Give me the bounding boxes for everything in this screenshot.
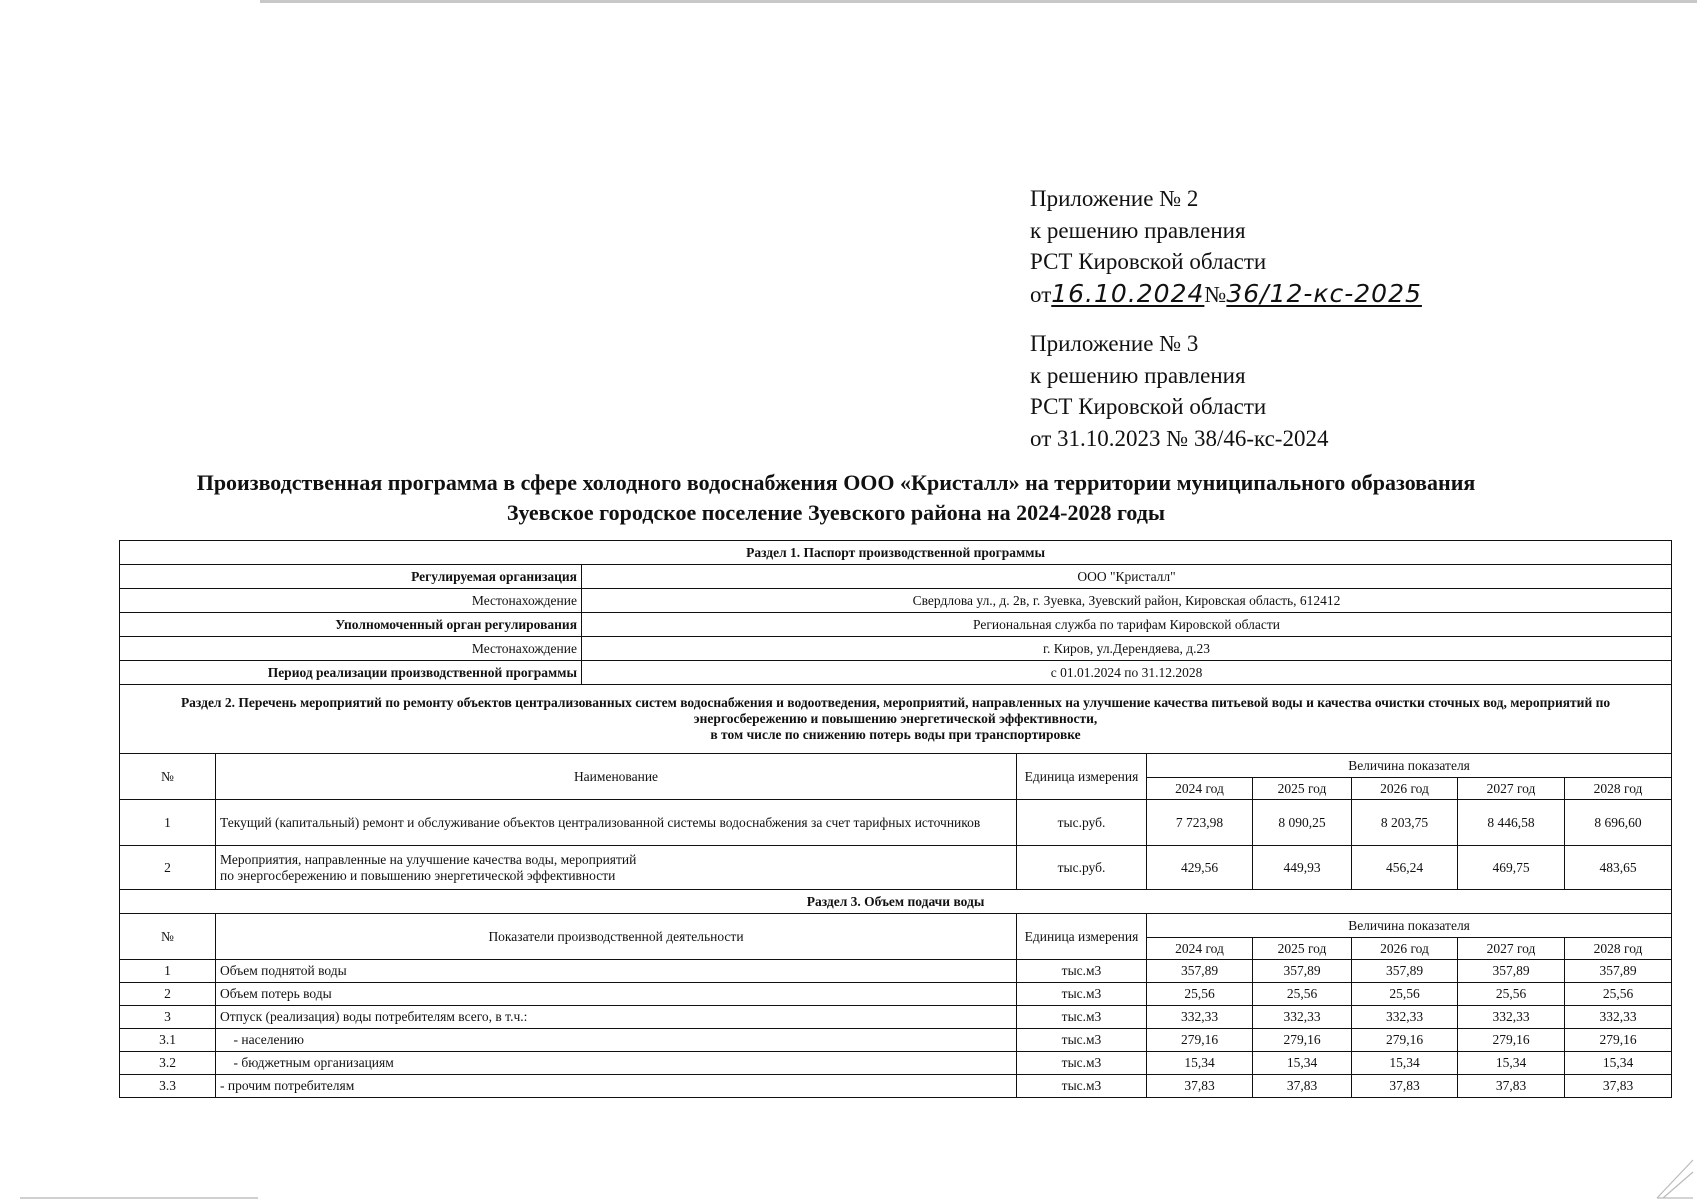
row-value: 279,16 (1147, 1029, 1253, 1052)
passport-row (120, 565, 1672, 589)
appendix-2-from-prefix: от (1030, 281, 1052, 307)
row-value: 449,93 (1253, 846, 1352, 890)
passport-row (120, 661, 1672, 685)
appendix-3-header (1030, 328, 1328, 454)
appendix-3-line2: к решению правления (1030, 362, 1246, 388)
year-header: 2025 год (1253, 938, 1352, 960)
passport-value: Свердлова ул., д. 2в, г. Зуевка, Зуевский район, Кировская область, 612412 (582, 589, 1672, 613)
year-header: 2024 год (1147, 778, 1253, 800)
row-value: 332,33 (1565, 1006, 1672, 1029)
row-name: Мероприятия, направленные на улучшение качества воды, мероприятий по энергосбережению и повышению энергетической эффективности (216, 846, 1017, 890)
row-value: 279,16 (1458, 1029, 1565, 1052)
row-unit: тыс.м3 (1017, 983, 1147, 1006)
col-value-header: Величина показателя (1147, 914, 1672, 938)
passport-label: Местонахождение (120, 637, 582, 661)
row-value: 357,89 (1352, 960, 1458, 983)
row-value: 332,33 (1253, 1006, 1352, 1029)
row-value: 357,89 (1458, 960, 1565, 983)
section1-header-row (120, 541, 1672, 565)
row-value: 15,34 (1253, 1052, 1352, 1075)
scan-edge-top (260, 0, 1697, 3)
col-name-header: Показатели производственной деятельности (216, 914, 1017, 960)
col-number-header: № (120, 914, 216, 960)
year-header: 2028 год (1565, 778, 1672, 800)
row-value: 37,83 (1458, 1075, 1565, 1098)
document-title (120, 468, 1552, 528)
row-value: 25,56 (1147, 983, 1253, 1006)
row-value: 37,83 (1565, 1075, 1672, 1098)
row-unit: тыс.м3 (1017, 1029, 1147, 1052)
row-number: 3.2 (120, 1052, 216, 1075)
col-name-header: Наименование (216, 754, 1017, 800)
passport-value: Региональная служба по тарифам Кировской области (582, 613, 1672, 637)
appendix-2-line3: РСТ Кировской области (1030, 249, 1267, 274)
row-value: 25,56 (1352, 983, 1458, 1006)
row-number: 3.1 (120, 1029, 216, 1052)
col-value-header: Величина показателя (1147, 754, 1672, 778)
section2-column-header-row (120, 754, 1672, 778)
row-value: 15,34 (1565, 1052, 1672, 1075)
row-value: 8 090,25 (1253, 800, 1352, 846)
section3-title: Раздел 3. Объем подачи воды (120, 890, 1672, 914)
row-number: 3.3 (120, 1075, 216, 1098)
row-value: 25,56 (1253, 983, 1352, 1006)
passport-value: г. Киров, ул.Дерендяева, д.23 (582, 637, 1672, 661)
passport-row (120, 589, 1672, 613)
row-value: 25,56 (1458, 983, 1565, 1006)
scan-edge-bottom (20, 1197, 258, 1199)
row-name: Текущий (капитальный) ремонт и обслуживание объектов централизованной системы водоснабжения за счет тарифных источников (216, 800, 1017, 846)
document-title-line1: Производственная программа в сфере холодного водоснабжения ООО «Кристалл» на территории муниципального образования (196, 470, 1476, 495)
passport-label: Период реализации производственной программы (120, 661, 582, 685)
row-value: 469,75 (1458, 846, 1565, 890)
row-value: 8 203,75 (1352, 800, 1458, 846)
table-row (120, 1052, 1672, 1075)
appendix-2-header (1030, 183, 1422, 310)
appendix-2-line2: к решению правления (1030, 217, 1246, 243)
col-number-header: № (120, 754, 216, 800)
year-header: 2026 год (1352, 778, 1458, 800)
row-value: 456,24 (1352, 846, 1458, 890)
col-unit-header: Единица измерения (1017, 754, 1147, 800)
year-header: 2026 год (1352, 938, 1458, 960)
document-title-line2: Зуевское городское поселение Зуевского района на 2024-2028 годы (506, 500, 1166, 525)
row-unit: тыс.м3 (1017, 960, 1147, 983)
row-value: 429,56 (1147, 846, 1253, 890)
section2-header-row (120, 685, 1672, 754)
table-row (120, 800, 1672, 846)
table-row (120, 1006, 1672, 1029)
appendix-2-line1: Приложение № 2 (1030, 186, 1199, 211)
row-value: 15,34 (1352, 1052, 1458, 1075)
row-unit: тыс.руб. (1017, 800, 1147, 846)
appendix-2-handwritten-date: 16.10.2024 (1051, 278, 1205, 308)
passport-row (120, 637, 1672, 661)
row-value: 25,56 (1565, 983, 1672, 1006)
row-unit: тыс.руб. (1017, 846, 1147, 890)
appendix-3-line3: РСТ Кировской области (1030, 394, 1267, 419)
section3-column-header-row (120, 914, 1672, 938)
row-value: 357,89 (1565, 960, 1672, 983)
row-value: 15,34 (1147, 1052, 1253, 1075)
passport-row (120, 613, 1672, 637)
row-number: 3 (120, 1006, 216, 1029)
row-value: 37,83 (1352, 1075, 1458, 1098)
row-unit: тыс.м3 (1017, 1006, 1147, 1029)
row-name: - бюджетным организациям (216, 1052, 1017, 1075)
table-row (120, 983, 1672, 1006)
row-number: 2 (120, 983, 216, 1006)
row-value: 37,83 (1147, 1075, 1253, 1098)
appendix-3-line4: от 31.10.2023 № 38/46-кс-2024 (1030, 425, 1329, 451)
appendix-3-line1: Приложение № 3 (1030, 331, 1199, 356)
section3-header-row (120, 890, 1672, 914)
row-value: 37,83 (1253, 1075, 1352, 1098)
year-header: 2027 год (1458, 778, 1565, 800)
row-value: 279,16 (1565, 1029, 1672, 1052)
row-value: 279,16 (1352, 1029, 1458, 1052)
passport-value: с 01.01.2024 по 31.12.2028 (582, 661, 1672, 685)
row-number: 1 (120, 960, 216, 983)
production-program-table (119, 540, 1672, 1098)
table-row (120, 846, 1672, 890)
appendix-2-no-prefix: № (1204, 281, 1227, 307)
year-header: 2024 год (1147, 938, 1253, 960)
row-unit: тыс.м3 (1017, 1052, 1147, 1075)
row-unit: тыс.м3 (1017, 1075, 1147, 1098)
row-value: 357,89 (1147, 960, 1253, 983)
row-name: Отпуск (реализация) воды потребителям всего, в т.ч.: (216, 1006, 1017, 1029)
row-number: 2 (120, 846, 216, 890)
row-value: 332,33 (1352, 1006, 1458, 1029)
row-name: Объем потерь воды (216, 983, 1017, 1006)
passport-label: Местонахождение (120, 589, 582, 613)
passport-label: Уполномоченный орган регулирования (120, 613, 582, 637)
row-value: 332,33 (1458, 1006, 1565, 1029)
section2-title: Раздел 2. Перечень мероприятий по ремонту объектов централизованных систем водоснабжения и водоотведения, мероприятий, направленных на улучшение качества питьевой воды и качества очистки сточных вод, мероприятий по энергосбережению и повышению энергетической эффективности, в том числе по снижению потерь воды при транспортировке (120, 685, 1672, 754)
year-header: 2027 год (1458, 938, 1565, 960)
passport-label: Регулируемая организация (120, 565, 582, 589)
page-corner-mark (1655, 1150, 1695, 1200)
row-number: 1 (120, 800, 216, 846)
appendix-2-date-line (1030, 278, 1422, 311)
appendix-2-handwritten-number: 36/12-кс-2025 (1226, 278, 1422, 308)
year-header: 2028 год (1565, 938, 1672, 960)
row-value: 7 723,98 (1147, 800, 1253, 846)
col-unit-header: Единица измерения (1017, 914, 1147, 960)
row-name: - населению (216, 1029, 1017, 1052)
row-name: - прочим потребителям (216, 1075, 1017, 1098)
row-value: 8 696,60 (1565, 800, 1672, 846)
row-value: 357,89 (1253, 960, 1352, 983)
table-row (120, 1075, 1672, 1098)
passport-value: ООО "Кристалл" (582, 565, 1672, 589)
row-value: 8 446,58 (1458, 800, 1565, 846)
row-value: 279,16 (1253, 1029, 1352, 1052)
row-value: 332,33 (1147, 1006, 1253, 1029)
section1-title: Раздел 1. Паспорт производственной программы (120, 541, 1672, 565)
table-row (120, 960, 1672, 983)
row-value: 483,65 (1565, 846, 1672, 890)
year-header: 2025 год (1253, 778, 1352, 800)
row-name: Объем поднятой воды (216, 960, 1017, 983)
row-value: 15,34 (1458, 1052, 1565, 1075)
table-row (120, 1029, 1672, 1052)
